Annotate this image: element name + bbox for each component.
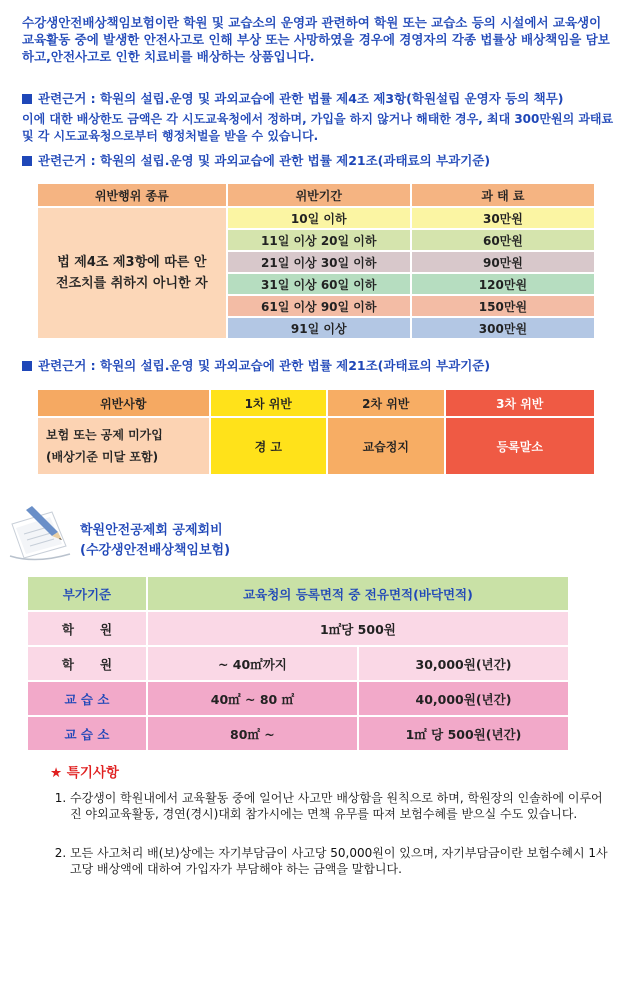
note-item: 1. 수강생이 학원내에서 교육활동 중에 일어난 사고만 배상함을 원칙으로 하며, 학원장의 인솔하에 이루어진 야외교육활동, 경연(경시)대회 참가시에는 면책 유무를 따져 보험수혜를 받으실 수도 있습니다. (70, 790, 610, 823)
period-cell: 31일 이상 60일 이하 (228, 274, 410, 294)
aid-title-line-1: 학원안전공제회 공제회비 (80, 523, 223, 538)
header-fine: 과 태 료 (412, 184, 594, 206)
fine-cell: 60만원 (412, 230, 594, 250)
fine-cell: 90만원 (412, 252, 594, 272)
period-cell: 21일 이상 30일 이하 (228, 252, 410, 272)
fee-area: 40㎡ ~ 80 ㎡ (148, 682, 357, 715)
square-bullet-icon (22, 94, 32, 104)
aid-title-line-2: (수강생안전배상책임보험) (80, 543, 231, 558)
period-cell: 11일 이상 20일 이하 (228, 230, 410, 250)
header-second: 2차 위반 (328, 390, 444, 416)
table-header-row (38, 390, 594, 416)
period-cell: 61일 이상 90일 이하 (228, 296, 410, 316)
header-item: 위반사항 (38, 390, 209, 416)
third-cell: 등록말소 (446, 418, 595, 474)
period-cell: 91일 이상 (228, 318, 410, 338)
fine-cell: 120만원 (412, 274, 594, 294)
table-row (38, 418, 594, 474)
aid-title (80, 521, 230, 561)
fee-amount: 30,000원(년간) (359, 647, 568, 680)
fee-cell: 1㎡당 500원 (148, 612, 568, 645)
notes-list (50, 790, 610, 878)
item-line-1: 보험 또는 공제 미가입 (46, 428, 163, 442)
fee-area: ~ 40㎡까지 (148, 647, 357, 680)
second-cell: 교습정지 (328, 418, 444, 474)
fee-label: 학 원 (28, 647, 146, 680)
penalty-table (36, 182, 596, 340)
fee-area: 80㎡ ~ (148, 717, 357, 750)
basis-3-heading (22, 357, 490, 374)
basis-1-text: 이에 대한 배상한도 금액은 각 시도교육청에서 정하며, 가입을 하지 않거나 해태한 경우, 최대 300만원의 과태료 및 각 시도교육청으로부터 행정처벌을 받을 수 있습니다. (22, 112, 614, 143)
fee-table (26, 575, 570, 752)
fee-label: 학 원 (28, 612, 146, 645)
table-row (28, 647, 568, 680)
table-row (28, 717, 568, 750)
square-bullet-icon (22, 156, 32, 166)
basis-2-heading (22, 152, 490, 169)
header-violation: 위반행위 종류 (38, 184, 226, 206)
violation-cell: 법 제4조 제3항에 따른 안전조치를 취하지 아니한 자 (38, 208, 226, 338)
fine-cell: 150만원 (412, 296, 594, 316)
violation-table (36, 388, 596, 476)
basis-2-label: 관련근거 : 학원의 설립.운영 및 과외교습에 관한 법률 제21조(과태료의 부과기준) (38, 153, 491, 168)
basis-1-label: 관련근거 : 학원의 설립.운영 및 과외교습에 관한 법률 제4조 제3항(학원설립 운영자 등의 책무) (38, 91, 564, 106)
special-notes (50, 765, 610, 900)
notes-title: ★ 특기사항 (50, 765, 119, 781)
table-row (38, 208, 594, 228)
table-row (28, 682, 568, 715)
header-period: 위반기간 (228, 184, 410, 206)
header-basis: 부가기준 (28, 577, 146, 610)
header-third: 3차 위반 (446, 390, 595, 416)
violation-item-cell (38, 418, 209, 474)
fee-amount: 40,000원(년간) (359, 682, 568, 715)
header-first: 1차 위반 (211, 390, 327, 416)
pen-paper-icon (6, 502, 78, 562)
header-area: 교육청의 등록면적 중 전유면적(바닥면적) (148, 577, 568, 610)
basis-1-heading (22, 90, 564, 107)
square-bullet-icon (22, 361, 32, 371)
fee-label: 교 습 소 (28, 717, 146, 750)
table-row (28, 612, 568, 645)
item-line-2: (배상기준 미달 포함) (46, 450, 159, 464)
intro-text: 수강생안전배상책임보험이란 학원 및 교습소의 운영과 관련하여 학원 또는 교습소 등의 시설에서 교육생이 교육활동 중에 발생한 안전사고로 인해 부상 또는 사망하였을 경우에 경영자의 각종 법률상 배상책임을 담보하고,안전사고로 인한 치료비를 배상하는 상품입니다. (22, 15, 610, 64)
fine-cell: 300만원 (412, 318, 594, 338)
table-header-row (28, 577, 568, 610)
basis-3-label: 관련근거 : 학원의 설립.운영 및 과외교습에 관한 법률 제21조(과태료의 부과기준) (38, 358, 491, 373)
fine-cell: 30만원 (412, 208, 594, 228)
fee-amount: 1㎡ 당 500원(년간) (359, 717, 568, 750)
first-cell: 경 고 (211, 418, 327, 474)
note-item: 2. 모든 사고처리 배(보)상에는 자기부담금이 사고당 50,000원이 있으며, 자기부담금이란 보험수혜시 1사고당 배상액에 대하여 가입자가 부담해야 하는 금액을 말합니다. (70, 845, 610, 878)
table-header-row (38, 184, 594, 206)
period-cell: 10일 이하 (228, 208, 410, 228)
fee-label: 교 습 소 (28, 682, 146, 715)
